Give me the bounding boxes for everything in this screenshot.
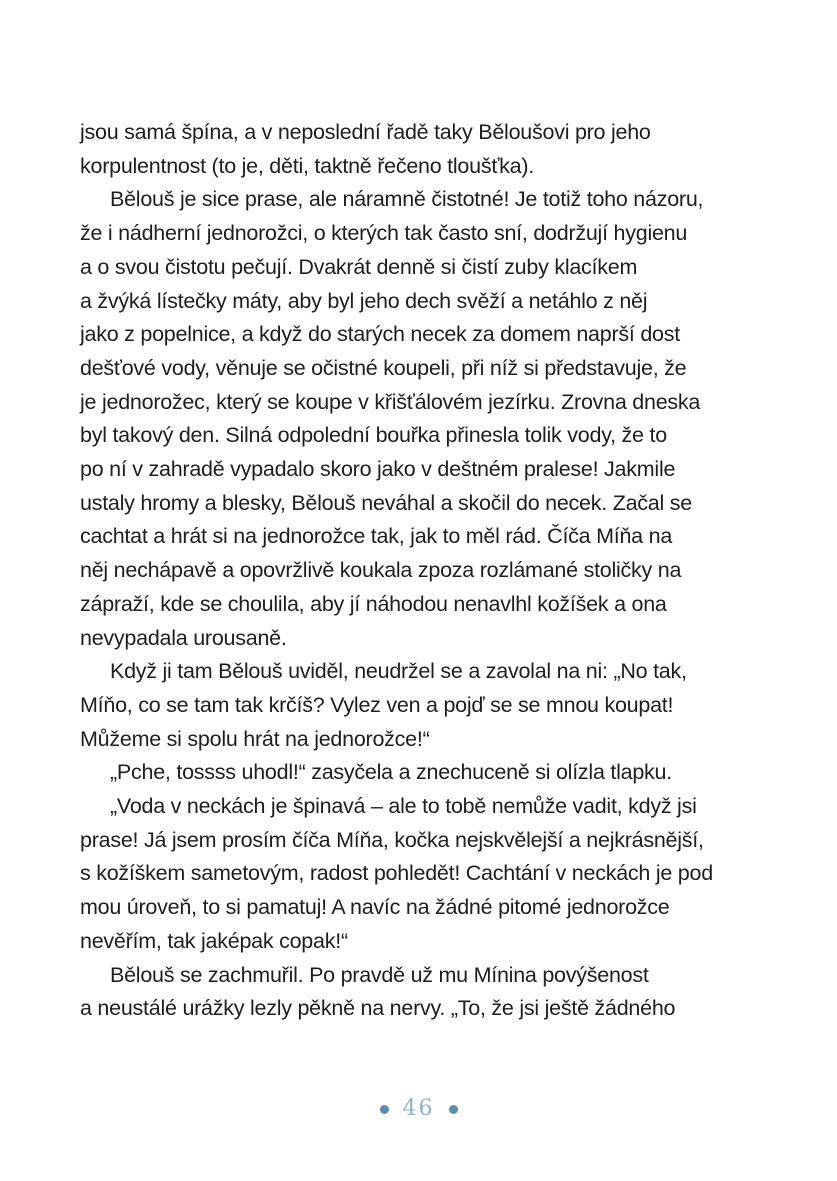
text-line: s kožíškem sametovým, radost pohledět! Cachtání v neckách je pod: [80, 861, 713, 886]
text-line: „Pche, tossss uhodl!“ zasyčela a znechuceně si olízla tlapku.: [110, 760, 672, 785]
text-line: Míňo, co se tam tak krčíš? Vylez ven a pojď se se mnou koupat!: [80, 692, 674, 717]
text-line: Můžeme si spolu hrát na jednorožce!“: [80, 726, 430, 751]
text-line: že i nádherní jednorožci, o kterých tak často sní, dodržují hygienu: [80, 221, 688, 246]
text-line: a neustálé urážky lezly pěkně na nervy. „To, že jsi ještě žádného: [80, 996, 676, 1021]
text-line: nevěřím, tak jaképak copak!“: [80, 928, 348, 953]
text-line: prase! Já jsem prosím číča Míňa, kočka nejskvělejší a nejkrásnější,: [80, 827, 704, 852]
footer-ornament-dot-right-icon: [449, 1105, 458, 1114]
text-line: Když ji tam Bělouš uviděl, neudržel se a zavolal na ni: „No tak,: [110, 659, 687, 684]
text-line: mou úroveň, to si pamatuj! A navíc na žádné pitomé jednorožce: [80, 895, 670, 920]
text-line: byl takový den. Silná odpolední bouřka přinesla tolik vody, že to: [80, 423, 667, 448]
text-line: po ní v zahradě vypadalo skoro jako v deštném pralese! Jakmile: [80, 457, 676, 482]
text-line: Bělouš se zachmuřil. Po pravdě už mu Mínina povýšenost: [110, 962, 649, 987]
page-number: 46: [402, 1096, 435, 1121]
text-line: a o svou čistotu pečují. Dvakrát denně si čistí zuby klacíkem: [80, 254, 638, 279]
text-line: jako z popelnice, a když do starých necek za domem naprší dost: [80, 322, 680, 347]
text-line: zápraží, kde se choulila, aby jí náhodou nenavlhl kožíšek a ona: [80, 591, 667, 616]
text-line: dešťové vody, věnuje se očistné koupeli, při níž si představuje, že: [80, 355, 687, 380]
text-line: jsou samá špína, a v neposlední řadě taky Běloušovi pro jeho: [80, 120, 651, 144]
text-line: a žvýká lístečky máty, aby byl jeho dech svěží a netáhlo z něj: [80, 288, 648, 313]
text-line: cachtat a hrát si na jednorožce tak, jak to měl rád. Číča Míňa na: [80, 524, 673, 549]
footer-ornament-dot-left-icon: [380, 1105, 389, 1114]
page-footer: [0, 1098, 837, 1120]
text-line: je jednorožec, který se koupe v křišťálovém jezírku. Zrovna dneska: [80, 389, 701, 414]
text-block: [80, 116, 780, 1026]
text-line: ustaly hromy a blesky, Bělouš neváhal a skočil do necek. Začal se: [80, 490, 692, 515]
text-line: „Voda v neckách je špinavá – ale to tobě nemůže vadit, když jsi: [110, 794, 697, 819]
text-line: korpulentnost (to je, děti, taktně řečeno tloušťka).: [80, 153, 534, 178]
text-line: něj nechápavě a opovržlivě koukala zpoza rozlámané stoličky na: [80, 558, 682, 583]
text-line: Bělouš je sice prase, ale náramně čistotné! Je totiž toho názoru,: [110, 187, 704, 212]
text-line: nevypadala urousaně.: [80, 625, 287, 650]
